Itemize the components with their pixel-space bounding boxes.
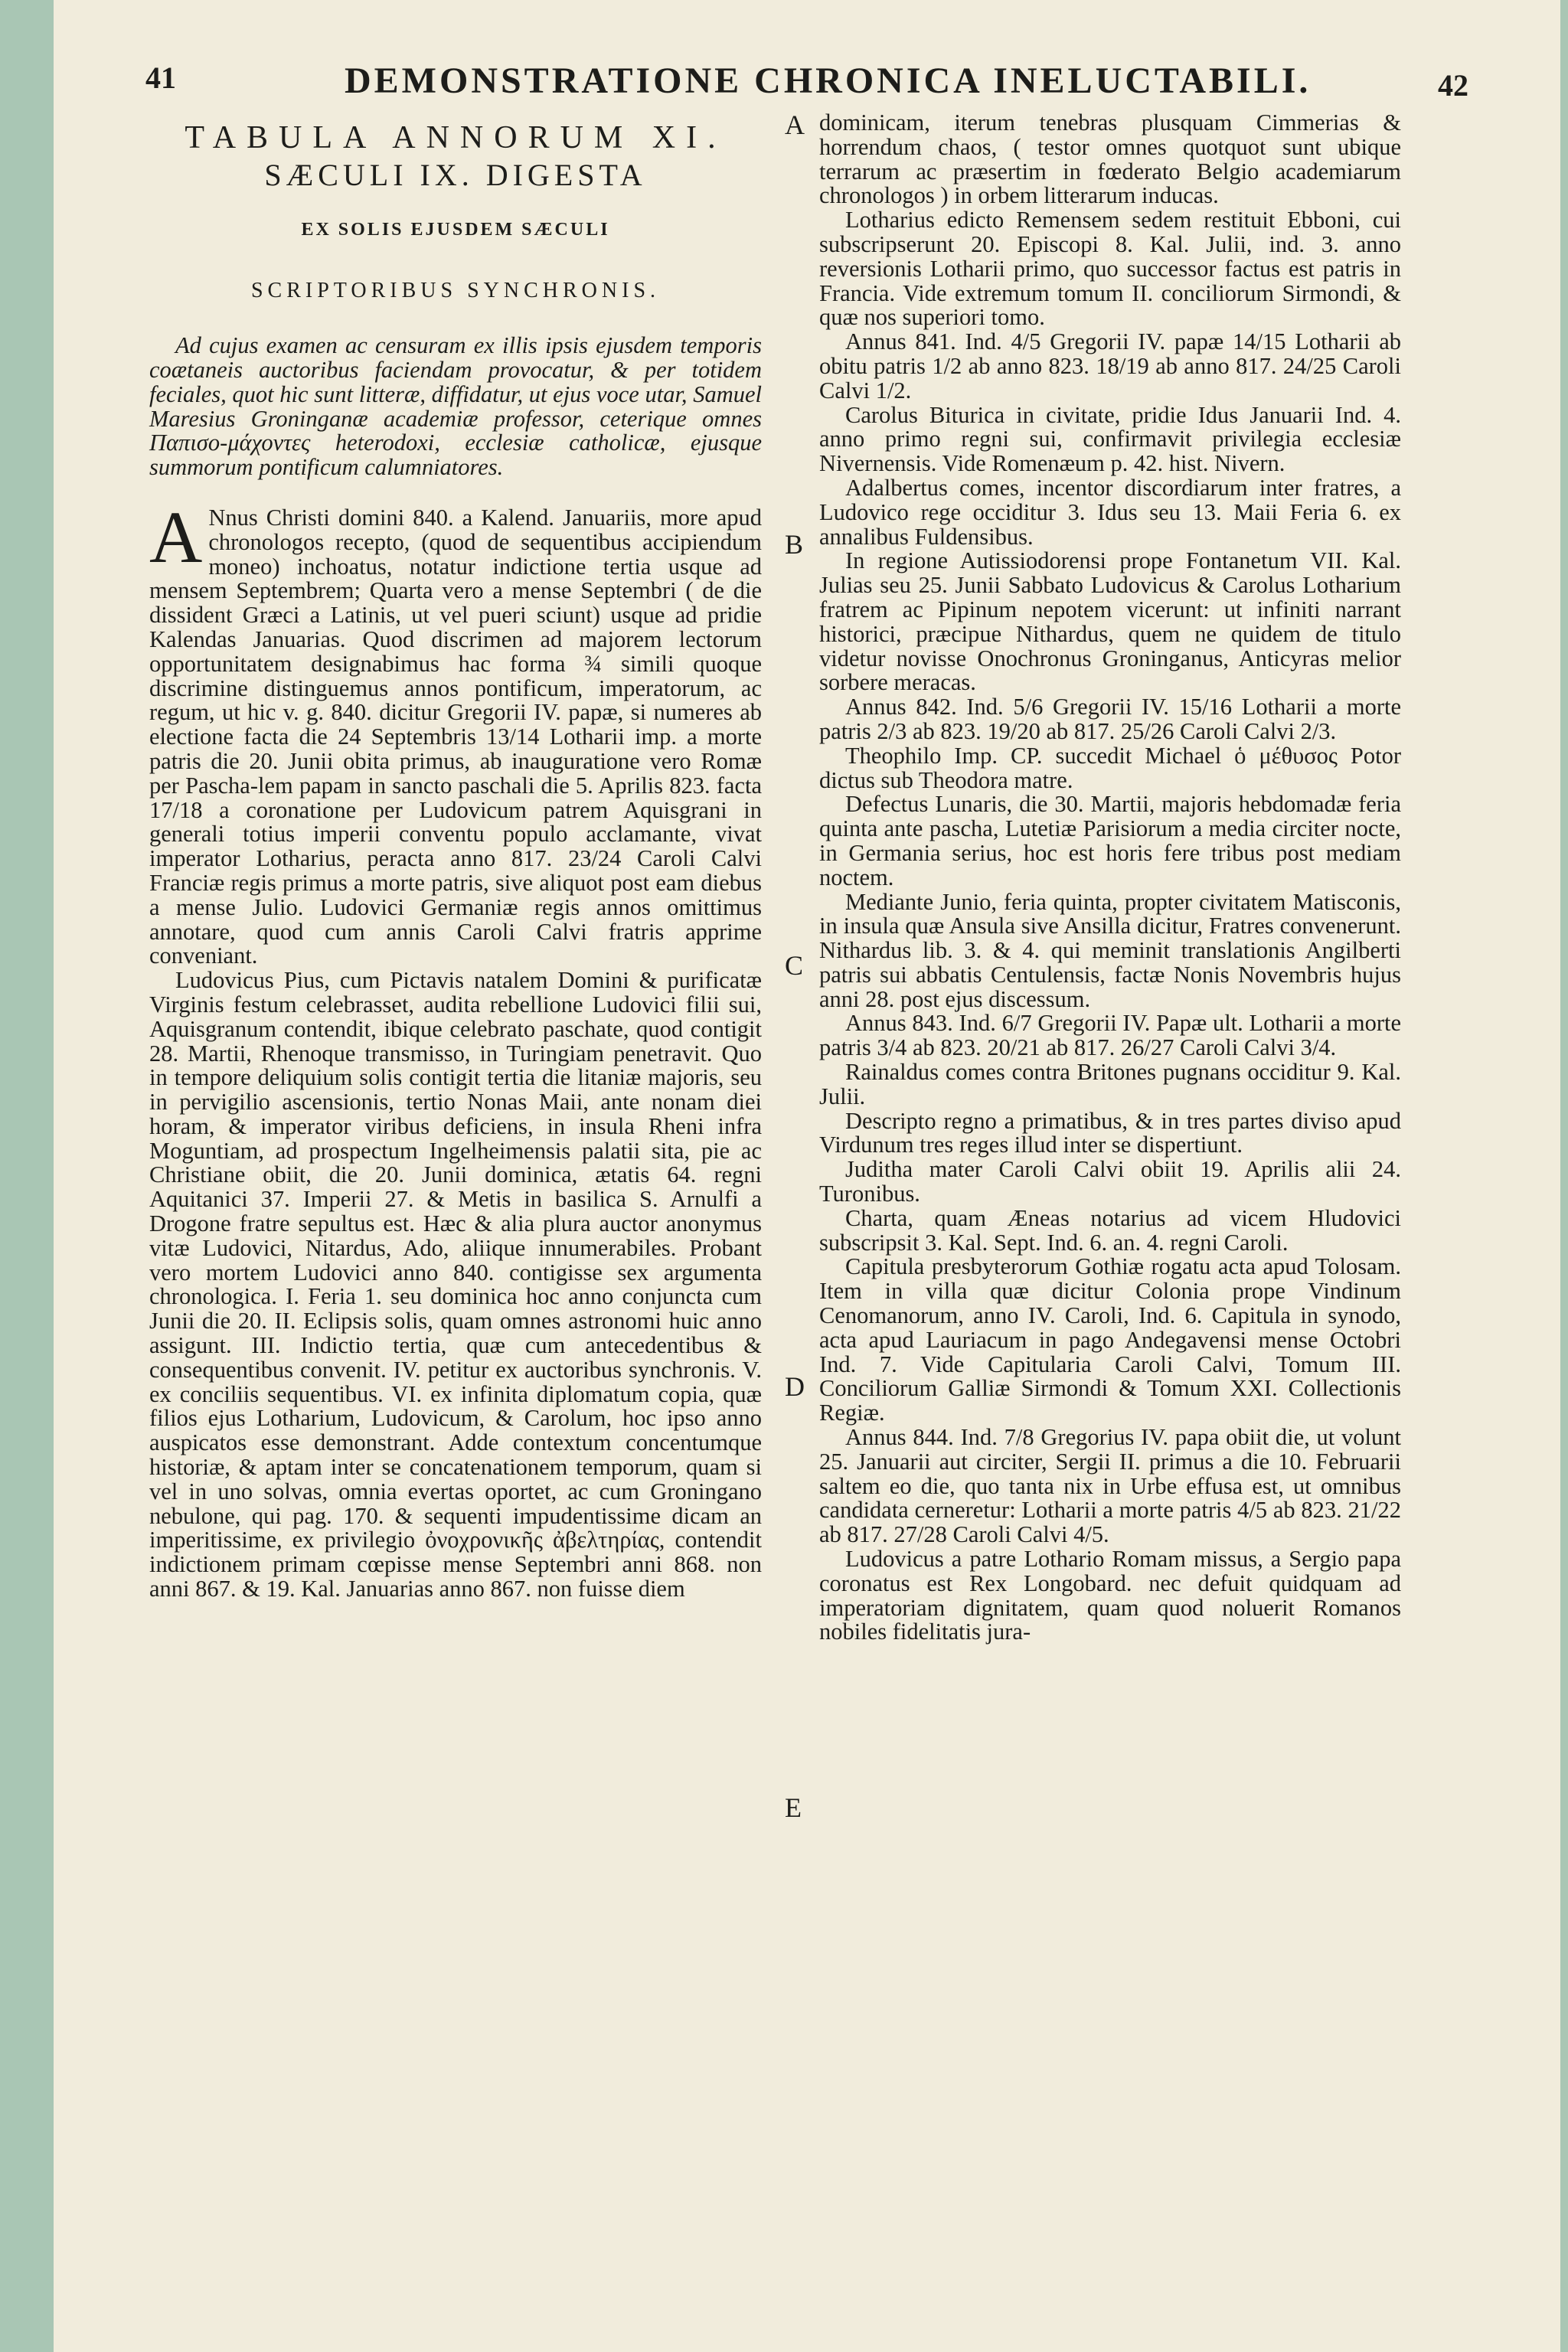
paragraph: Charta, quam Æneas notarius ad vicem Hludovici subscripsit 3. Kal. Sept. Ind. 6. an. 4. regni Caroli. [819, 1204, 1401, 1256]
running-head [145, 60, 1468, 106]
running-title: DEMONSTRATIONE CHRONICA INELUCTABILI. [345, 60, 1312, 101]
paragraph: Mediante Junio, feria quinta, propter civitatem Matisconis, in insula quæ Ansula sive Ansilla dicitur, Fratres convenerunt. Nithardus lib. 3. & 4. qui meminit translationis Angilberti patris sui abbatis Centulensis, factæ Nonis Novembris hujus anni 28. post ejus discessum. [819, 888, 1401, 1012]
paragraph: Carolus Biturica in civitate, pridie Idus Januarii Ind. 4. anno primo regni sui, confirmavit privilegia ecclesiæ Nivernensis. Vide Romenæum p. 42. hist. Nivern. [819, 401, 1401, 477]
paragraph: Juditha mater Caroli Calvi obiit 19. Aprilis alii 24. Turonibus. [819, 1156, 1401, 1207]
paragraph-844: Annus 844. Ind. 7/8 Gregorius IV. papa obiit die, ut volunt 25. Januarii aut circiter, Sergii II. primus a die 10. Februarii saltem eo die, quo tanta nix in Urbe effusa est, ut omnibus candidata cerneretur: Lotharii a morte patris 4/5 ab 823. 21/22 ab 817. 27/28 Caroli Calvi 4/5. [819, 1424, 1401, 1548]
paragraph-842: Annus 842. Ind. 5/6 Gregorii IV. 15/16 Lotharii a morte patris 2/3 ab 823. 19/20 ab 817. 25/26 Caroli Calvi 2/3. [819, 694, 1401, 744]
paragraph: Ludovicus a patre Lothario Romam missus, a Sergio papa coronatus est Rex Longobard. nec defuit quidquam ad imperatoriam dignitatem, quam quod noluerit Romanos nobiles fidelitatis jura- [819, 1546, 1401, 1645]
left-column [149, 111, 762, 1602]
paragraph-840-text: Nnus Christi domini 840. a Kalend. Januariis, more apud chronologos recepto, (quod de sequentibus accipiendum moneo) inchoatus, notatur indictione tertia usque ad mensem Septembrem; Quarta vero a mense Septembri ( de die dissident Græci a Latinis, ut vel pueri sciunt) usque ad pridie Kalendas Januarias. Quod discrimen ad majorem lectorum opportunitatem designabimus hac forma ¾ simili quoque discrimine distinguemus annos pontificum, imperatorum, ac regum, ut hic v. g. 840. dicitur Gregorii IV. papæ, si numeres ab electione facta die 24 Septembris 13/14 Lotharii imp. a morte patris die 20. Junii obita primus, ab inauguratione vero Romæ per Pascha-lem papam in sancto paschali die 5. Aprilis 823. facta 17/18 a coronatione per Ludovicum patrem Aquisgrani in generali totius imperii conventu populo acclamante, vivat imperator Lotharius, peracta anno 817. 23/24 Caroli Calvi Franciæ regis primus a morte patris, sive aliquot post eam diebus a mense Julio. Ludovici Germaniæ regis annos omittimus annotare, quod cum annis Caroli Calvi fratris apprime conveniant. [149, 504, 762, 969]
margin-letter-e: E [785, 1792, 802, 1823]
paragraph: Defectus Lunaris, die 30. Martii, majoris hebdomadæ feria quinta ante pascha, Lutetiæ Parisiorum a media circiter nocte, in Germania serius, hoc est horis fere tribus post mediam noctem. [819, 791, 1401, 890]
paragraph: Theophilo Imp. CP. succedit Michael ὁ μέθυσος Potor dictus sub Theodora matre. [819, 742, 1401, 793]
paragraph-ludovicus: Ludovicus Pius, cum Pictavis natalem Domini & purificatæ Virginis festum celebrasset, audita rebellione Ludovici filii sui, Aquisgranum contendit, ibique celebrato paschate, quod contigit 28. Martii, Rhenoque transmisso, in Turingiam penetravit. Quo in tempore deliquium solis contigit tertia die litaniæ majoris, seu in pervigilio ascensionis, tertio Nonas Maii, ante nonam diei horam, & imperator viribus deficiens, in insula Rheni infra Moguntiam, ad prospectum Ingelheimensis palatii sita, pie ac Christiane obiit, die 20. Junii dominica, ætatis 64. regni Aquitanici 37. Imperii 27. & Metis in basilica S. Arnulfi a Drogone fratre sepultus est. Hæc & alia plura auctor anonymus vitæ Ludovici, Nitardus, Ado, aliique innumerabiles. Probant vero mortem Ludovici anno 840. contigisse sex argumenta chronologica. I. Feria 1. seu dominica hoc anno conjuncta cum Junii die 20. II. Eclipsis solis, quam omnes astronomi huic anno assigunt. III. Indictio tertia, quæ cum antecedentibus & consequentibus convenit. IV. petitur ex auctoribus synchronis. V. ex conciliis sequentibus. VI. ex infinita diplomatum copia, quæ filios ejus Lotharium, Ludovicum, & Carolum, hoc ipso anno auspicatos esse demonstrant. Adde contextum concentumque historiæ, & aptam inter se concatenationem temporum, quam si vel in uno solvas, omnia evertas oportet, ac cum Groningano nebulone, qui pag. 170. & sequenti impudentissime dicam an imperitissime, ex privilegio ὀνοχρονικῆς ἀβελτηρίας, contendit indictionem primam cœpisse mense Septembri anni 868. non anni 867. & 19. Kal. Januarias anno 867. non fuisse diem [149, 967, 762, 1602]
margin-letter-c: C [785, 950, 804, 981]
paragraph: Adalbertus comes, incentor discordiarum inter fratres, a Ludovico rege occiditur 3. Idus seu 13. Maii Feria 6. ex annalibus Fuldensibus. [819, 474, 1401, 550]
margin-letter-d: D [785, 1371, 805, 1402]
paragraph: In regione Autissiodorensi prope Fontanetum VII. Kal. Julias seu 25. Junii Sabbato Ludovicus & Carolus Lotharium fratrem ac Pipinum nepotem vicerunt: ut infiniti narrant historici, præcipue Nithardus, quem ne quidem de titulo videtur novisse Onochronus Groninganus, Anticyras melior sorbere meracas. [819, 547, 1401, 696]
book-page [54, 0, 1560, 2352]
table-title: TABULA ANNORUM XI. [185, 120, 727, 155]
intro-paragraph: Ad cujus examen ac censuram ex illis ipsis ejusdem temporis coætaneis auctoribus faciendam provocatur, & per totidem feciales, quot hic sunt litteræ, diffidatur, ut ejus voce utar, Samuel Maresius Groninganæ academiæ professor, ceterique omnes Παπισο-μάχοντες heterodoxi, ecclesiæ catholicæ, ejusque summorum pontificum calumniatores. [149, 332, 762, 481]
drop-cap: A [149, 495, 203, 578]
table-source-line-2: SCRIPTORIBUS SYNCHRONIS. [250, 279, 661, 303]
paragraph: Lotharius edicto Remensem sedem restituit Ebboni, cui subscripserunt 20. Episcopi 8. Kal. Julii, ind. 3. anno reversionis Lotharii primo, quo successor factus est patris in Francia. Vide extremum tomum II. conciliorum Sirmondi, & quæ nos superiori tomo. [819, 207, 1401, 331]
paragraph-841: Annus 841. Ind. 4/5 Gregorii IV. papæ 14/15 Lotharii ab obitu patris 1/2 ab anno 823. 18/19 ab anno 817. 24/25 Caroli Calvi 1/2. [819, 328, 1401, 403]
paragraph: Capitula presbyterorum Gothiæ rogatu acta apud Tolosam. Item in villa quæ dicitur Colonia prope Vindinum Cenomanorum, anno IV. Caroli, Ind. 6. Capitula in synodo, acta apud Lauriacum in pago Andegavensi mense Octobri Ind. 7. Vide Capitularia Caroli Calvi, Tomum III. Conciliorum Galliæ Sirmondi & Tomum XXI. Collectionis Regiæ. [819, 1253, 1401, 1426]
table-source-line: EX SOLIS EJUSDEM SÆCULI [301, 219, 610, 240]
paragraph-843: Annus 843. Ind. 6/7 Gregorii IV. Papæ ult. Lotharii a morte patris 3/4 ab 823. 20/21 ab 817. 26/27 Caroli Calvi 3/4. [819, 1010, 1401, 1061]
paragraph: Descripto regno a primatibus, & in tres partes diviso apud Virdunum tres reges illud inter se dispertiunt. [819, 1107, 1401, 1158]
right-column [819, 111, 1401, 1645]
page-number-right: 42 [1438, 68, 1468, 103]
paragraph: Rainaldus comes contra Britones pugnans occiditur 9. Kal. Julii. [819, 1059, 1401, 1109]
margin-letter-b: B [785, 529, 804, 560]
paragraph-840 [149, 495, 762, 969]
margin-letter-a: A [785, 109, 805, 140]
table-subtitle: SÆCULI IX. DIGESTA [264, 157, 647, 192]
paragraph: dominicam, iterum tenebras plusquam Cimmerias & horrendum chaos, ( testor omnes quotquot sunt ubique terrarum ac præsertim in fœderato Belgio academiarum chronologos ) in orbem litterarum inducas. [819, 109, 1401, 209]
page-number-left: 41 [145, 60, 176, 95]
